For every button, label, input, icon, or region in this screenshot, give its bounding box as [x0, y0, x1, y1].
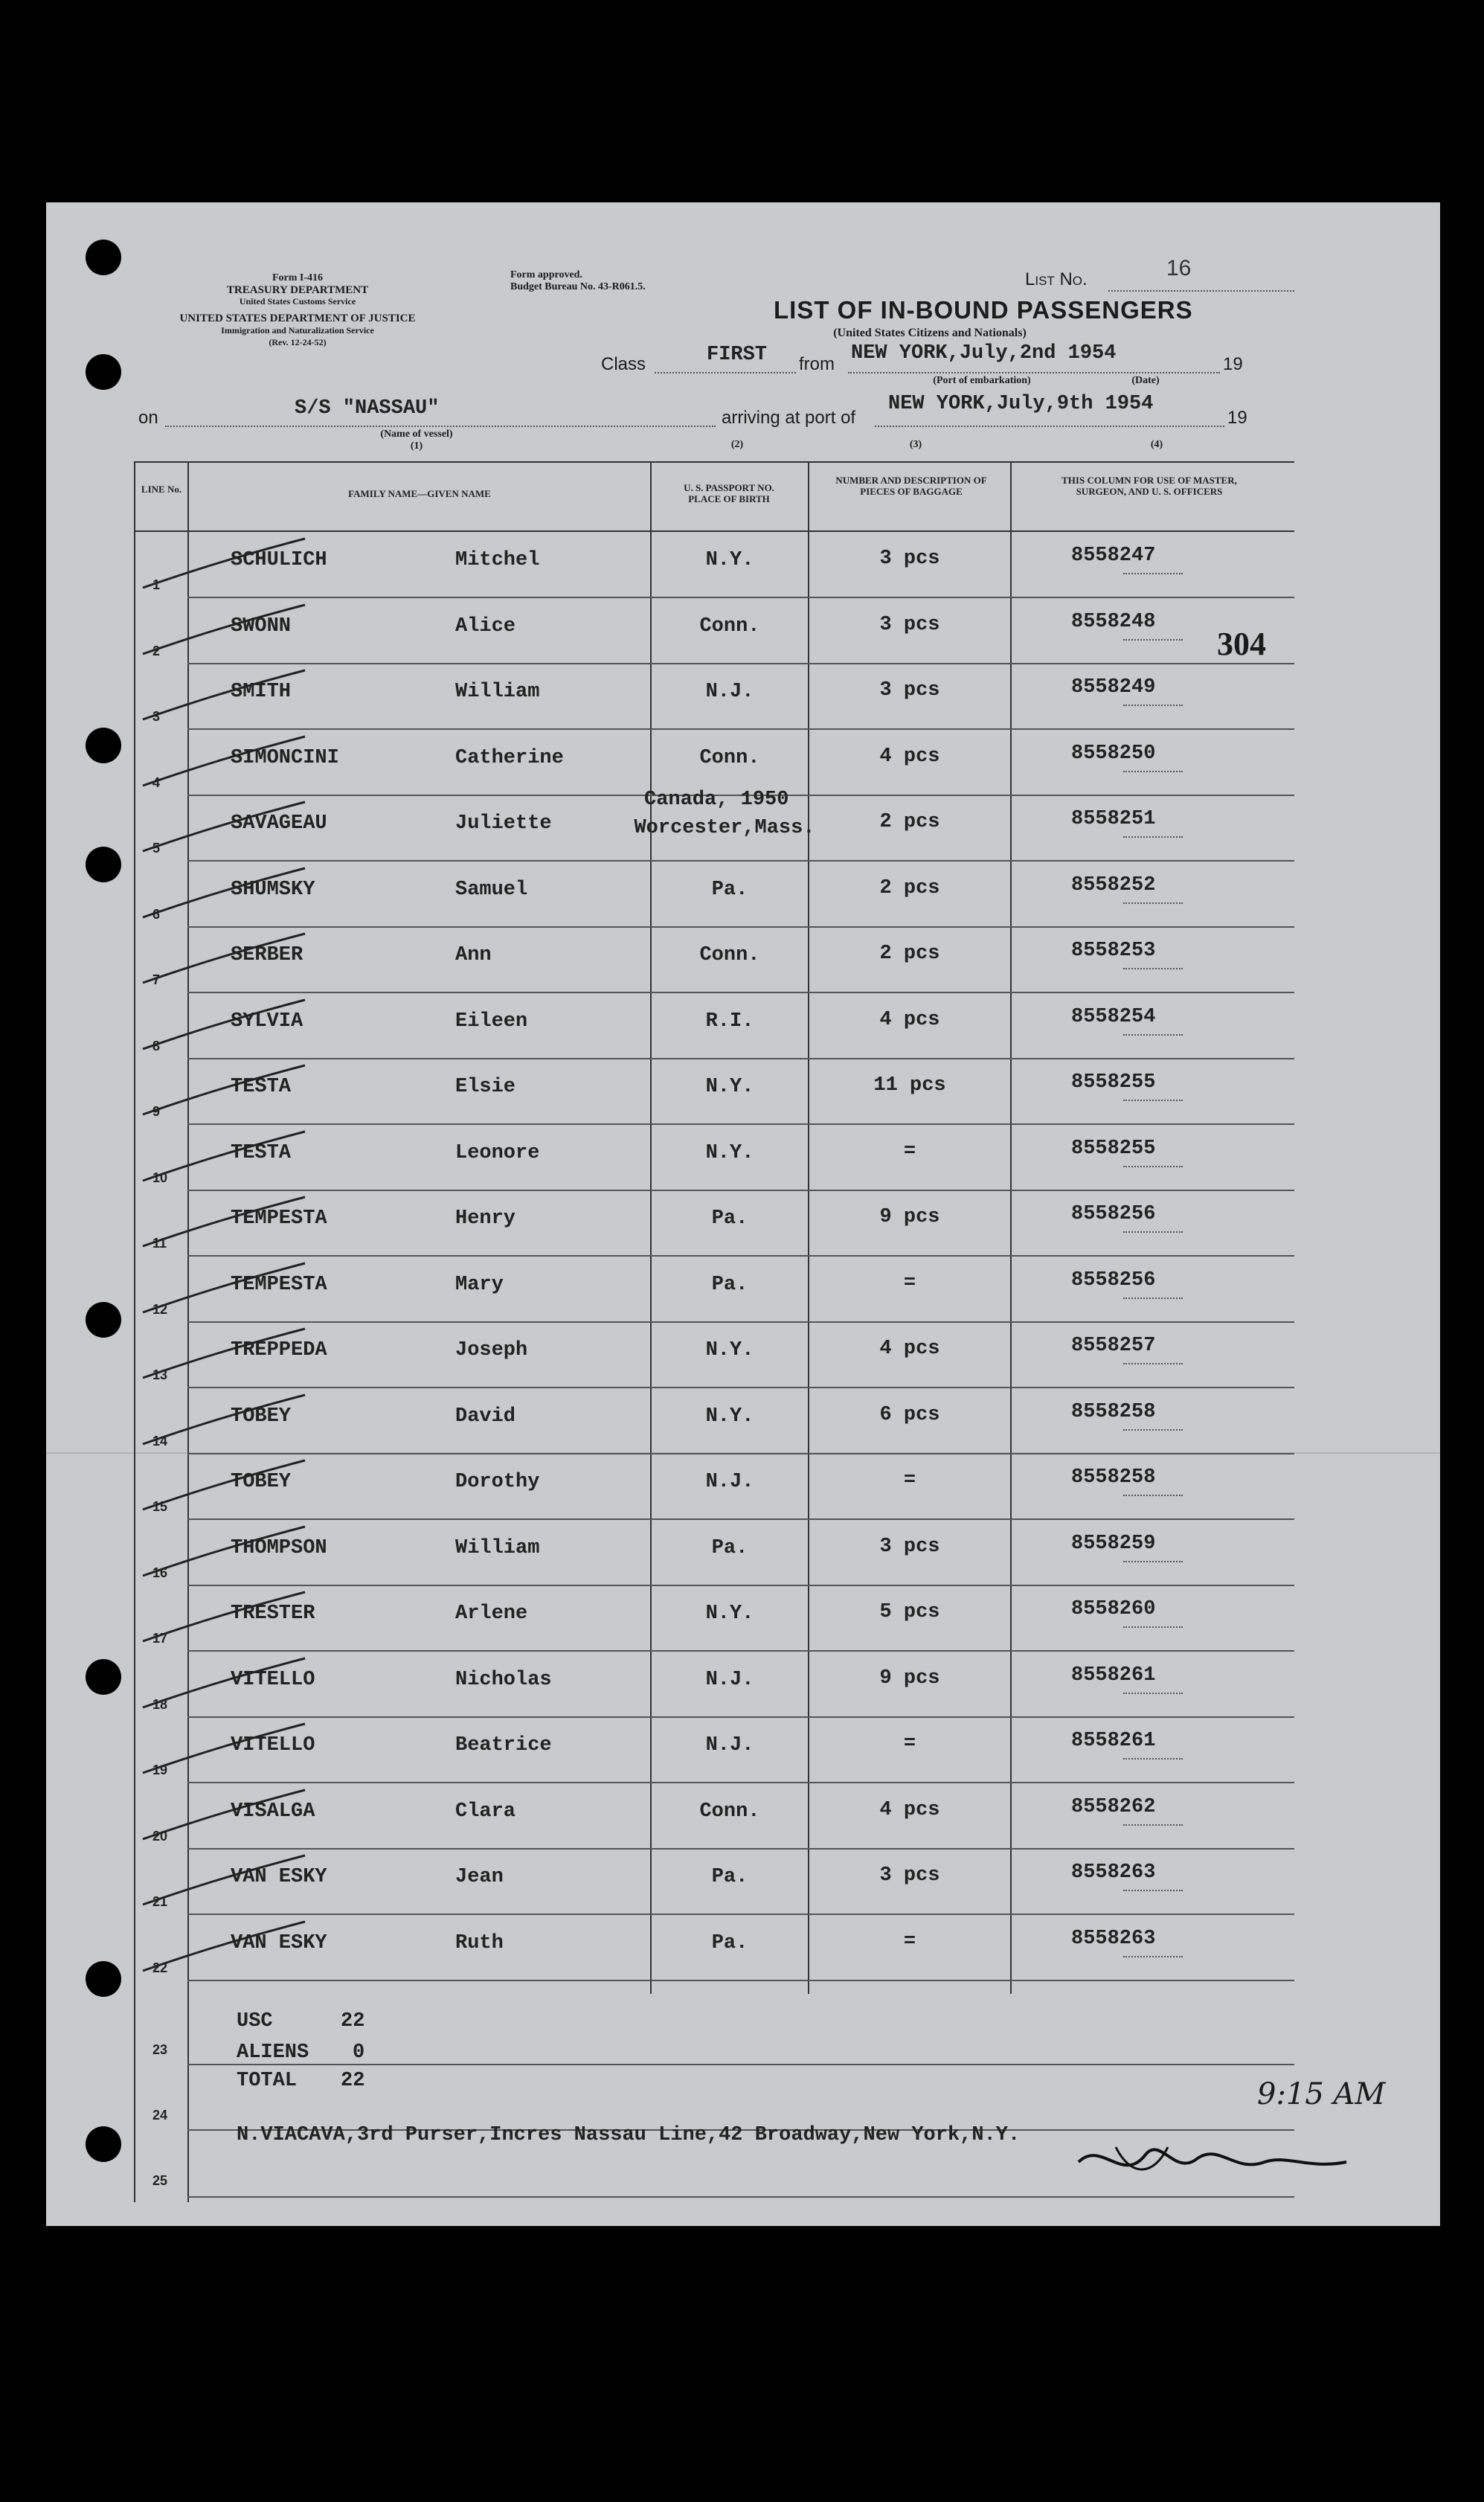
vessel-name: S/S "NASSAU" — [295, 397, 440, 420]
baggage: = — [903, 1931, 916, 1953]
officer-number: 8558258 — [1071, 1466, 1156, 1489]
row-rule — [187, 1650, 1294, 1652]
baggage: 4 pcs — [879, 1799, 940, 1821]
table-row — [0, 1521, 1484, 1586]
given-name: Jean — [455, 1866, 504, 1888]
given-name: Samuel — [455, 879, 528, 901]
total-label: TOTAL — [237, 2070, 298, 2092]
baggage: 6 pcs — [879, 1404, 940, 1426]
table-row — [0, 862, 1484, 928]
table-row — [0, 1916, 1484, 1981]
col-header-baggage: NUMBER AND DESCRIPTION OF PIECES OF BAGGAGE — [835, 475, 987, 497]
officer-dots — [1123, 968, 1183, 969]
line-number: 18 — [152, 1697, 168, 1712]
given-name: William — [455, 1537, 540, 1559]
place-of-birth: Pa. — [711, 1537, 748, 1559]
arrival-value: NEW YORK,July,9th 1954 — [888, 393, 1154, 415]
family-name: TEMPESTA — [231, 1274, 327, 1296]
col-header-officers: THIS COLUMN FOR USE OF MASTER, SURGEON, AND U. S. OFFICERS — [1061, 475, 1237, 497]
col-header-name: FAMILY NAME—GIVEN NAME — [348, 488, 491, 499]
officer-dots — [1123, 1166, 1183, 1167]
vessel-caption-num: (1) — [410, 440, 423, 452]
row-rule — [187, 992, 1294, 993]
officer-number: 8558250 — [1071, 742, 1156, 765]
line-number: 20 — [152, 1829, 168, 1844]
given-name: Henry — [455, 1207, 516, 1230]
place-of-birth: Pa. — [711, 1274, 748, 1296]
table-row — [0, 1586, 1484, 1652]
dept-treasury: TREASURY DEPARTMENT — [226, 284, 369, 296]
list-no-label: List No. — [1025, 269, 1088, 289]
officer-number: 8558256 — [1071, 1203, 1156, 1225]
officer-dots — [1123, 1429, 1183, 1431]
place-of-birth: Pa. — [711, 1866, 748, 1888]
dept-customs: United States Customs Service — [239, 296, 356, 307]
officer-number: 8558263 — [1071, 1928, 1156, 1950]
baggage: 4 pcs — [879, 1009, 940, 1031]
row-rule — [187, 1123, 1294, 1125]
table-header-border — [134, 530, 1294, 532]
vessel-caption: (Name of vessel) — [380, 429, 453, 440]
given-name: Elsie — [455, 1076, 516, 1098]
officer-dots — [1123, 1100, 1183, 1101]
officer-number: 8558254 — [1071, 1006, 1156, 1028]
dept-justice: UNITED STATES DEPARTMENT OF JUSTICE — [179, 312, 416, 324]
row-rule — [187, 1387, 1294, 1388]
family-name: TOBEY — [231, 1471, 292, 1493]
baggage: 11 pcs — [873, 1074, 946, 1097]
family-name: SCHULICH — [231, 549, 327, 571]
given-name: William — [455, 681, 540, 703]
officer-dots — [1123, 902, 1183, 904]
line-number: 7 — [152, 972, 161, 987]
officer-dots — [1123, 771, 1183, 772]
officer-number: 8558259 — [1071, 1533, 1156, 1555]
officer-dots — [1123, 1956, 1183, 1957]
table-row — [0, 731, 1484, 796]
given-name: Clara — [455, 1800, 516, 1823]
table-row — [0, 1652, 1484, 1718]
line-number: 13 — [152, 1367, 168, 1382]
from-year-suffix: 19 — [1223, 354, 1243, 374]
officer-number: 8558253 — [1071, 940, 1156, 962]
place-of-birth: Pa. — [711, 1932, 748, 1954]
budget-bureau: Budget Bureau No. 43-R061.5. — [510, 281, 646, 292]
family-name: TESTA — [231, 1142, 292, 1164]
given-name: Ann — [455, 944, 492, 966]
place-of-birth: Conn. — [699, 1800, 760, 1823]
officer-number: 8558261 — [1071, 1730, 1156, 1752]
given-name: Nicholas — [455, 1669, 552, 1691]
baggage: = — [903, 1733, 916, 1755]
list-no-line — [1108, 290, 1294, 292]
baggage: 3 pcs — [879, 614, 940, 636]
baggage: 3 pcs — [879, 1536, 940, 1558]
table-row — [0, 533, 1484, 598]
baggage: 2 pcs — [879, 811, 940, 833]
class-line — [655, 372, 796, 373]
officer-number: 8558263 — [1071, 1861, 1156, 1884]
table-row — [0, 994, 1484, 1059]
officer-dots — [1123, 705, 1183, 706]
from-line — [848, 372, 1220, 373]
officer-dots — [1123, 573, 1183, 574]
officer-dots — [1123, 1363, 1183, 1364]
officer-number: 8558256 — [1071, 1269, 1156, 1292]
family-name: SIMONCINI — [231, 747, 339, 769]
officer-number: 8558255 — [1071, 1071, 1156, 1094]
place-of-birth: N.Y. — [705, 1603, 754, 1625]
line-number: 5 — [152, 841, 161, 856]
officer-number: 8558261 — [1071, 1664, 1156, 1687]
officer-dots — [1123, 1693, 1183, 1694]
baggage: 2 pcs — [879, 877, 940, 899]
given-name: Alice — [455, 615, 516, 638]
revision-date: (Rev. 12-24-52) — [269, 337, 327, 347]
given-name: Juliette — [455, 812, 552, 835]
line-number: 4 — [152, 775, 161, 790]
row-rule — [187, 597, 1294, 598]
family-name: SYLVIA — [231, 1010, 303, 1033]
row-rule — [187, 1980, 1294, 1981]
row-rule — [187, 1914, 1294, 1915]
given-name: Catherine — [455, 747, 564, 769]
family-name: SAVAGEAU — [231, 812, 327, 835]
baggage: = — [903, 1469, 916, 1492]
baggage: 4 pcs — [879, 1338, 940, 1360]
officer-dots — [1123, 1758, 1183, 1760]
row-rule — [187, 2196, 1294, 2198]
officer-number: 8558251 — [1071, 808, 1156, 830]
line-number: 14 — [152, 1434, 168, 1449]
col-header-passport: U. S. PASSPORT NO. PLACE OF BIRTH — [684, 482, 774, 504]
given-name: Ruth — [455, 1932, 504, 1954]
officer-dots — [1123, 1626, 1183, 1628]
family-name: SHUMSKY — [231, 879, 315, 901]
signature — [1071, 2132, 1354, 2192]
given-name: Leonore — [455, 1142, 540, 1164]
port-embark-caption: (Port of embarkation) — [933, 375, 1031, 386]
form-number: Form I-416 — [272, 272, 324, 283]
table-row — [0, 1126, 1484, 1191]
list-no-value: 16 — [1166, 256, 1192, 280]
officer-dots — [1123, 1824, 1183, 1826]
place-of-birth: Pa. — [711, 879, 748, 901]
row-rule — [187, 1255, 1294, 1257]
given-name: Mary — [455, 1274, 504, 1296]
baggage: 2 pcs — [879, 943, 940, 965]
page-title: LIST OF IN-BOUND PASSENGERS — [774, 296, 1193, 324]
place-of-birth: N.J. — [705, 1734, 754, 1757]
table-row — [0, 1389, 1484, 1454]
from-label: from — [799, 354, 835, 374]
usc-value: 22 — [341, 2010, 365, 2033]
stamp-number: 304 — [1217, 626, 1266, 662]
family-name: THOMPSON — [231, 1537, 327, 1559]
officer-number: 8558262 — [1071, 1796, 1156, 1818]
page-subtitle: (United States Citizens and Nationals) — [833, 327, 1027, 339]
date-caption: (Date) — [1131, 375, 1160, 386]
table-row — [0, 928, 1484, 993]
arrival-year-suffix: 19 — [1227, 408, 1247, 428]
table-row — [0, 1323, 1484, 1388]
table-row — [0, 1784, 1484, 1850]
baggage: = — [903, 1141, 916, 1163]
officer-number: 8558260 — [1071, 1598, 1156, 1620]
officer-dots — [1123, 1034, 1183, 1036]
baggage: 9 pcs — [879, 1206, 940, 1228]
line-number: 1 — [152, 577, 161, 592]
officer-number: 8558258 — [1071, 1401, 1156, 1423]
family-name: VISALGA — [231, 1800, 315, 1823]
place-of-birth: N.J. — [705, 1471, 754, 1493]
binder-hole — [86, 2126, 121, 2162]
table-row — [0, 1850, 1484, 1915]
officer-number: 8558248 — [1071, 611, 1156, 633]
line-number: 2 — [152, 644, 161, 658]
place-of-birth: N.Y. — [705, 1339, 754, 1361]
line-number: 23 — [152, 2042, 168, 2057]
family-name: VITELLO — [231, 1734, 315, 1757]
place-of-birth: N.J. — [705, 681, 754, 703]
place-of-birth: Conn. — [699, 747, 760, 769]
officer-dots — [1123, 1890, 1183, 1891]
given-name: David — [455, 1405, 516, 1428]
binder-hole — [86, 240, 121, 275]
table-row — [0, 1257, 1484, 1323]
place-of-birth: Worcester,Mass. — [634, 817, 815, 839]
line-number: 19 — [152, 1762, 168, 1777]
line-number: 16 — [152, 1565, 168, 1580]
line-number: 8 — [152, 1039, 161, 1053]
officer-number: 8558255 — [1071, 1138, 1156, 1160]
line-number: 12 — [152, 1302, 168, 1317]
row-rule — [187, 860, 1294, 862]
baggage: 3 pcs — [879, 1864, 940, 1887]
place-of-birth: R.I. — [705, 1010, 754, 1033]
place-of-birth: N.J. — [705, 1669, 754, 1691]
table-row — [0, 1454, 1484, 1520]
baggage: 3 pcs — [879, 679, 940, 702]
family-name: TEMPESTA — [231, 1207, 327, 1230]
baggage: 9 pcs — [879, 1667, 940, 1690]
purser-line: N.VIACAVA,3rd Purser,Incres Nassau Line,42 Broadway,New York,N.Y. — [237, 2124, 1021, 2146]
given-name: Joseph — [455, 1339, 528, 1361]
line-number: 15 — [152, 1499, 168, 1514]
given-name: Dorothy — [455, 1471, 540, 1493]
table-row — [0, 599, 1484, 664]
officer-dots — [1123, 1495, 1183, 1496]
time-note: 9:15 AM — [1257, 2077, 1386, 2111]
aliens-value: 0 — [353, 2041, 365, 2064]
family-name: VAN ESKY — [231, 1866, 327, 1888]
place-of-birth: N.Y. — [705, 1142, 754, 1164]
row-rule — [187, 2064, 1294, 2065]
line-number: 17 — [152, 1631, 168, 1646]
place-of-birth: N.Y. — [705, 549, 754, 571]
line-number: 22 — [152, 1960, 168, 1975]
family-name: SMITH — [231, 681, 292, 703]
baggage: 5 pcs — [879, 1601, 940, 1623]
aliens-label: ALIENS — [237, 2041, 309, 2064]
class-value: FIRST — [707, 344, 768, 366]
family-name: SWONN — [231, 615, 292, 638]
family-name: TESTA — [231, 1076, 292, 1098]
line-number: 24 — [152, 2108, 168, 2123]
baggage: = — [903, 1272, 916, 1295]
family-name: TRESTER — [231, 1603, 315, 1625]
on-label: on — [138, 408, 158, 428]
place-of-birth: Pa. — [711, 1207, 748, 1230]
officer-number: 8558252 — [1071, 874, 1156, 896]
officer-number: 8558249 — [1071, 676, 1156, 699]
col-header-line: LINE No. — [141, 484, 182, 495]
officer-dots — [1123, 836, 1183, 838]
line-number: 25 — [152, 2173, 168, 2188]
usc-label: USC — [237, 2010, 273, 2033]
table-row — [0, 664, 1484, 730]
baggage: 4 pcs — [879, 745, 940, 768]
line-number: 3 — [152, 709, 161, 724]
given-name: Arlene — [455, 1603, 528, 1625]
officer-dots — [1123, 1561, 1183, 1562]
caption-4: (4) — [1150, 439, 1163, 450]
line-number: 10 — [152, 1170, 168, 1185]
table-row — [0, 1191, 1484, 1257]
officer-number: 8558257 — [1071, 1335, 1156, 1357]
family-name: SERBER — [231, 944, 303, 966]
table-row — [0, 1059, 1484, 1125]
form-approved: Form approved. — [510, 269, 582, 280]
binder-hole — [86, 354, 121, 390]
line-number: 9 — [152, 1104, 161, 1119]
caption-2: (2) — [730, 439, 744, 450]
baggage: 3 pcs — [879, 548, 940, 570]
given-name: Beatrice — [455, 1734, 552, 1757]
place-of-birth: Conn. — [699, 944, 760, 966]
officer-dots — [1123, 639, 1183, 641]
birth-note: Canada, 1950 — [644, 789, 789, 811]
table-top-border — [134, 461, 1294, 463]
dept-ins: Immigration and Naturalization Service — [221, 325, 374, 336]
given-name: Eileen — [455, 1010, 528, 1033]
line-number: 11 — [152, 1236, 167, 1251]
total-value: 22 — [341, 2070, 365, 2092]
row-rule — [187, 1518, 1294, 1520]
class-label: Class — [601, 354, 646, 374]
place-of-birth: N.Y. — [705, 1076, 754, 1098]
row-rule — [187, 728, 1294, 730]
from-value: NEW YORK,July,2nd 1954 — [851, 342, 1117, 365]
officer-number: 8558247 — [1071, 545, 1156, 567]
officer-dots — [1123, 1231, 1183, 1233]
arriving-label: arriving at port of — [722, 408, 856, 428]
table-row — [0, 1718, 1484, 1783]
family-name: VITELLO — [231, 1669, 315, 1691]
officer-dots — [1123, 1297, 1183, 1299]
place-of-birth: N.Y. — [705, 1405, 754, 1428]
line-number: 21 — [152, 1894, 168, 1909]
vessel-line — [165, 426, 716, 427]
line-number: 6 — [152, 907, 161, 922]
family-name: VAN ESKY — [231, 1932, 327, 1954]
row-rule — [187, 1782, 1294, 1783]
family-name: TOBEY — [231, 1405, 292, 1428]
family-name: TREPPEDA — [231, 1339, 327, 1361]
given-name: Mitchel — [455, 549, 540, 571]
place-of-birth: Conn. — [699, 615, 760, 638]
caption-3: (3) — [909, 439, 922, 450]
arrival-line — [875, 426, 1224, 427]
